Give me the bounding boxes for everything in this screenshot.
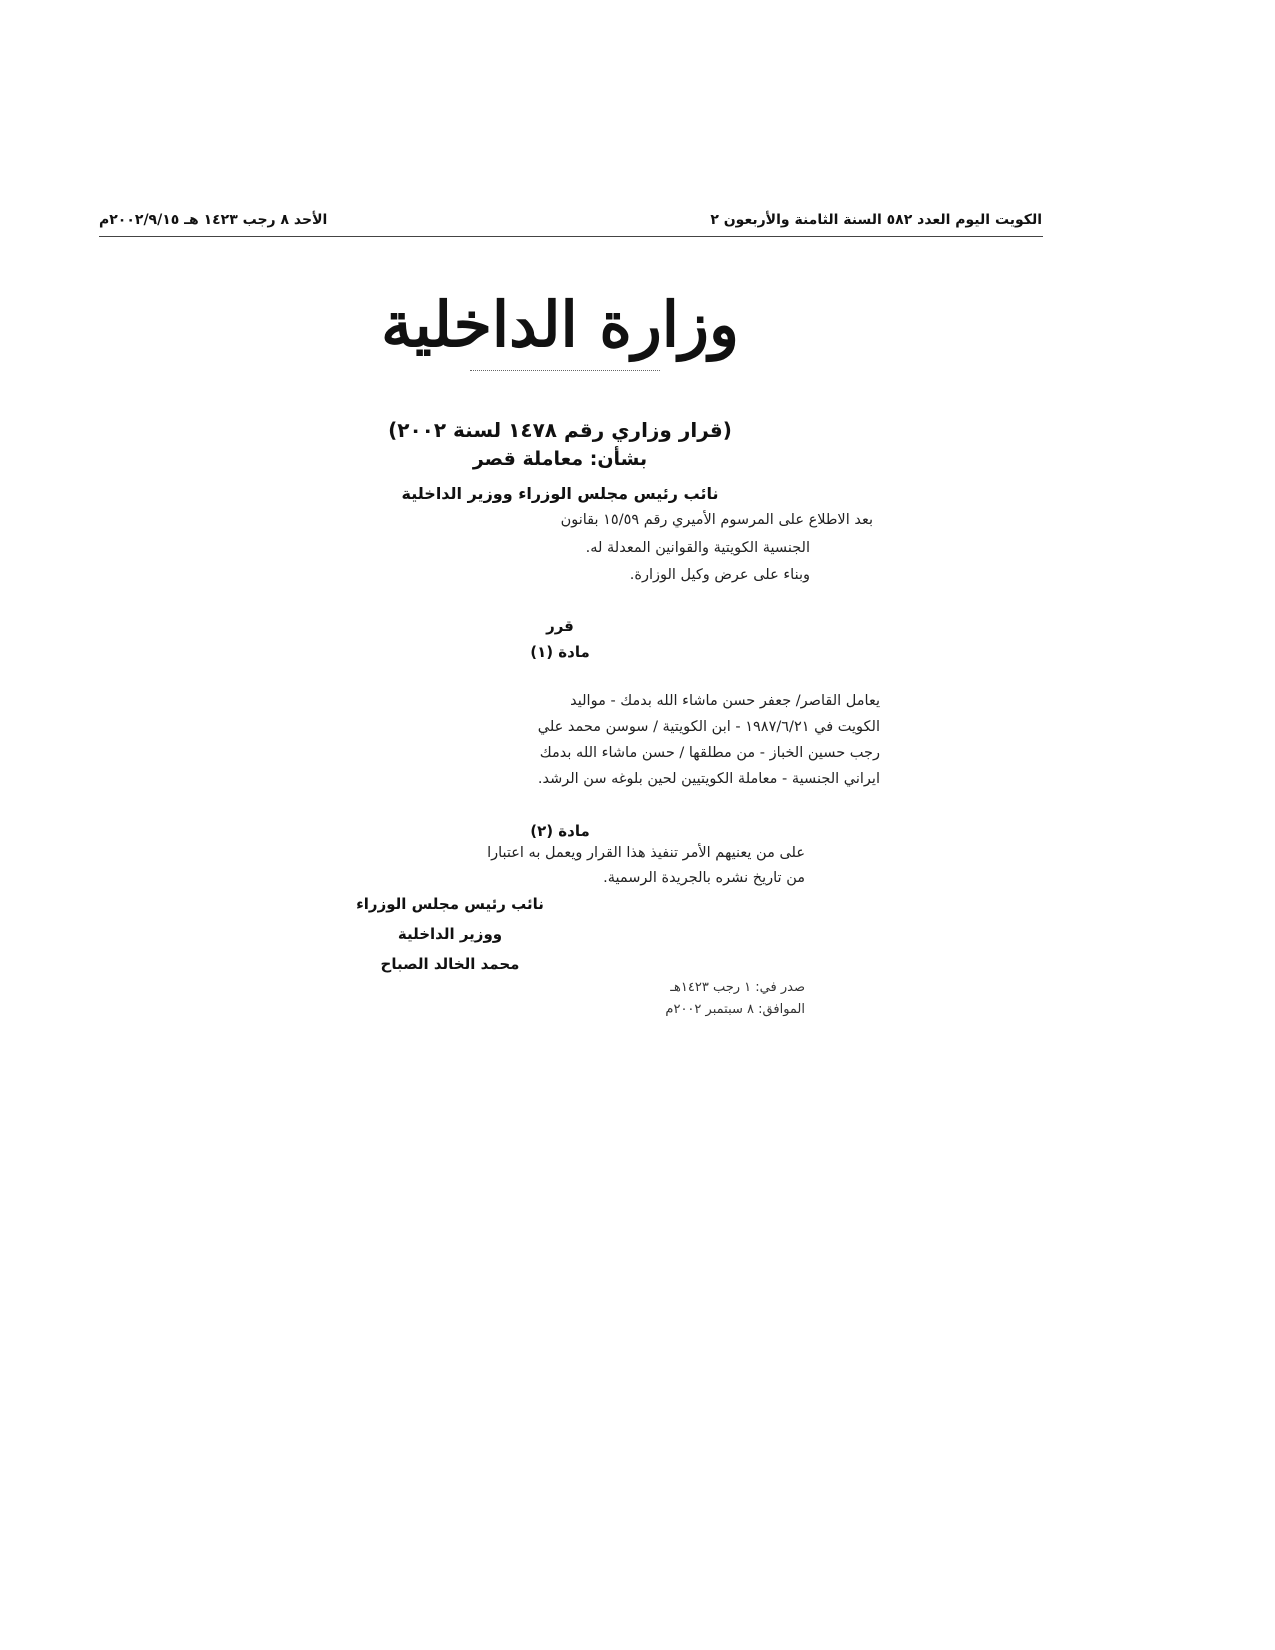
ministry-divider: [470, 370, 660, 371]
article-1-line: ايراني الجنسية - معاملة الكويتيين لحين بلوغه سن الرشد.: [537, 771, 880, 787]
article-1-line: رجب حسين الخباز - من مطلقها / حسن ماشاء الله بدمك: [539, 745, 880, 761]
article-2-heading: مادة (٢): [530, 822, 590, 840]
decision-subject: بشأن: معاملة قصر: [472, 448, 648, 470]
preamble-line: الجنسية الكويتية والقوانين المعدلة له.: [585, 540, 810, 556]
decided-heading: قرر: [546, 617, 574, 635]
article-2-line: على من يعنيهم الأمر تنفيذ هذا القرار ويعمل به اعتبارا: [487, 845, 805, 861]
article-1-line: يعامل القاصر/ جعفر حسن ماشاء الله بدمك - مواليد: [570, 693, 880, 709]
issue-date-hijri: صدر في: ١ رجب ١٤٢٣هـ: [670, 980, 805, 995]
signatory-name: محمد الخالد الصباح: [380, 955, 520, 973]
signatory-title: نائب رئيس مجلس الوزراء: [356, 895, 544, 913]
decision-issuer: نائب رئيس مجلس الوزراء ووزير الداخلية: [401, 484, 719, 503]
issue-date-gregorian: الموافق: ٨ سبتمبر ٢٠٠٢م: [665, 1002, 805, 1017]
ministry-title: وزارة الداخلية: [381, 288, 739, 361]
preamble-line: بعد الاطلاع على المرسوم الأميري رقم ١٥/٥٩ بقانون: [560, 512, 873, 528]
article-1-heading: مادة (١): [530, 643, 590, 661]
signatory-ministry: ووزير الداخلية: [397, 925, 503, 943]
decision-title: (قرار وزاري رقم ١٤٧٨ لسنة ٢٠٠٢): [388, 418, 732, 442]
article-1-line: الكويت في ١٩٨٧/٦/٢١ - ابن الكويتية / سوسن محمد علي: [537, 719, 880, 735]
preamble-line: وبناء على عرض وكيل الوزارة.: [629, 567, 810, 583]
running-header-issue: الكويت اليوم العدد ٥٨٢ السنة الثامنة والأربعون ٢: [710, 212, 1042, 228]
article-2-line: من تاريخ نشره بالجريدة الرسمية.: [603, 870, 805, 886]
header-divider: [99, 236, 1043, 237]
running-header-date: الأحد ٨ رجب ١٤٢٣ هـ ٢٠٠٢/٩/١٥م: [99, 212, 328, 228]
